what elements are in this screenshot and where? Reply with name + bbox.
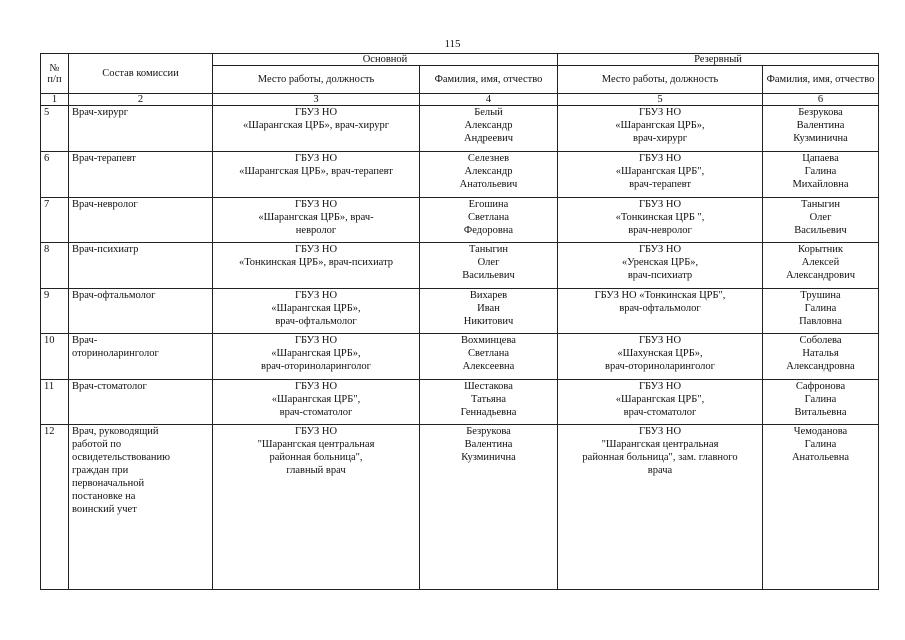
table-body xyxy=(41,94,879,590)
column-numbers-row xyxy=(41,94,879,106)
column-number: 6 xyxy=(763,94,879,106)
header-num: № п/п xyxy=(41,54,69,94)
reserve-workplace: ГБУЗ НО «Шарангская ЦРБ", врач-терапевт xyxy=(558,152,763,198)
reserve-full-name: Сафронова Галина Витальевна xyxy=(763,380,879,425)
reserve-workplace: ГБУЗ НО «Тонкинская ЦРБ ", врач-невролог xyxy=(558,198,763,243)
reserve-workplace: ГБУЗ НО «Уренская ЦРБ», врач-психиатр xyxy=(558,243,763,289)
table-row xyxy=(41,425,879,590)
main-full-name: Белый Александр Андреевич xyxy=(420,106,558,152)
main-workplace: ГБУЗ НО «Шарангская ЦРБ», врач-хирург xyxy=(213,106,420,152)
commission-role: Врач- оториноларинголог xyxy=(69,334,213,380)
main-full-name: Вихарев Иван Никитович xyxy=(420,289,558,334)
reserve-full-name: Цапаева Галина Михайловна xyxy=(763,152,879,198)
commission-role: Врач-невролог xyxy=(69,198,213,243)
main-workplace: ГБУЗ НО «Тонкинская ЦРБ», врач-психиатр xyxy=(213,243,420,289)
reserve-full-name: Таныгин Олег Васильевич xyxy=(763,198,879,243)
reserve-workplace: ГБУЗ НО «Шахунская ЦРБ», врач-оториноларинголог xyxy=(558,334,763,380)
column-number: 5 xyxy=(558,94,763,106)
header-main-workplace: Место работы, должность xyxy=(213,66,420,94)
main-full-name: Селезнев Александр Анатольевич xyxy=(420,152,558,198)
row-number: 5 xyxy=(41,106,69,152)
row-number: 12 xyxy=(41,425,69,590)
commission-table xyxy=(40,53,879,590)
column-number: 1 xyxy=(41,94,69,106)
main-workplace: ГБУЗ НО «Шарангская ЦРБ», врач- невролог xyxy=(213,198,420,243)
row-number: 9 xyxy=(41,289,69,334)
column-number: 4 xyxy=(420,94,558,106)
commission-role: Врач-хирург xyxy=(69,106,213,152)
table-row xyxy=(41,152,879,198)
main-full-name: Шестакова Татьяна Геннадьевна xyxy=(420,380,558,425)
table-header xyxy=(41,54,879,94)
commission-role: Врач-терапевт xyxy=(69,152,213,198)
main-workplace: ГБУЗ НО «Шарангская ЦРБ», врач-офтальмолог xyxy=(213,289,420,334)
row-number: 11 xyxy=(41,380,69,425)
column-number: 2 xyxy=(69,94,213,106)
main-workplace: ГБУЗ НО "Шарангская центральная районная больница", главный врач xyxy=(213,425,420,590)
header-reserve-full-name: Фамилия, имя, отчество xyxy=(763,66,879,94)
reserve-full-name: Безрукова Валентина Кузминична xyxy=(763,106,879,152)
table-row xyxy=(41,289,879,334)
reserve-workplace: ГБУЗ НО «Шарангская ЦРБ», врач-хирург xyxy=(558,106,763,152)
table-row xyxy=(41,243,879,289)
column-number: 3 xyxy=(213,94,420,106)
reserve-workplace: ГБУЗ НО "Шарангская центральная районная больница", зам. главного врача xyxy=(558,425,763,590)
header-row-top xyxy=(41,54,879,66)
main-full-name: Егошина Светлана Федоровна xyxy=(420,198,558,243)
main-full-name: Таныгин Олег Васильевич xyxy=(420,243,558,289)
commission-role: Врач-офтальмолог xyxy=(69,289,213,334)
reserve-full-name: Корытник Алексей Александрович xyxy=(763,243,879,289)
page-number: 115 xyxy=(444,38,461,50)
commission-role: Врач-психиатр xyxy=(69,243,213,289)
table-row xyxy=(41,198,879,243)
table-row xyxy=(41,106,879,152)
header-composition: Состав комиссии xyxy=(69,54,213,94)
reserve-full-name: Трушина Галина Павловна xyxy=(763,289,879,334)
reserve-workplace: ГБУЗ НО «Тонкинская ЦРБ", врач-офтальмолог xyxy=(558,289,763,334)
row-number: 6 xyxy=(41,152,69,198)
row-number: 7 xyxy=(41,198,69,243)
table-row xyxy=(41,380,879,425)
table-row xyxy=(41,334,879,380)
main-full-name: Безрукова Валентина Кузминична xyxy=(420,425,558,590)
header-reserve: Резервный xyxy=(558,54,879,66)
reserve-full-name: Соболева Наталья Александровна xyxy=(763,334,879,380)
row-number: 8 xyxy=(41,243,69,289)
commission-role: Врач-стоматолог xyxy=(69,380,213,425)
row-number: 10 xyxy=(41,334,69,380)
header-reserve-workplace: Место работы, должность xyxy=(558,66,763,94)
reserve-workplace: ГБУЗ НО «Шарангская ЦРБ", врач-стоматолог xyxy=(558,380,763,425)
header-main: Основной xyxy=(213,54,558,66)
main-full-name: Вохминцева Светлана Алексеевна xyxy=(420,334,558,380)
commission-role: Врач, руководящий работой по освидетельствованию граждан при первоначальной постановке на воинский учет xyxy=(69,425,213,590)
main-workplace: ГБУЗ НО «Шарангская ЦРБ», врач-терапевт xyxy=(213,152,420,198)
header-main-full-name: Фамилия, имя, отчество xyxy=(420,66,558,94)
reserve-full-name: Чемоданова Галина Анатольевна xyxy=(763,425,879,590)
main-workplace: ГБУЗ НО «Шарангская ЦРБ», врач-оториноларинголог xyxy=(213,334,420,380)
main-workplace: ГБУЗ НО «Шарангская ЦРБ", врач-стоматолог xyxy=(213,380,420,425)
